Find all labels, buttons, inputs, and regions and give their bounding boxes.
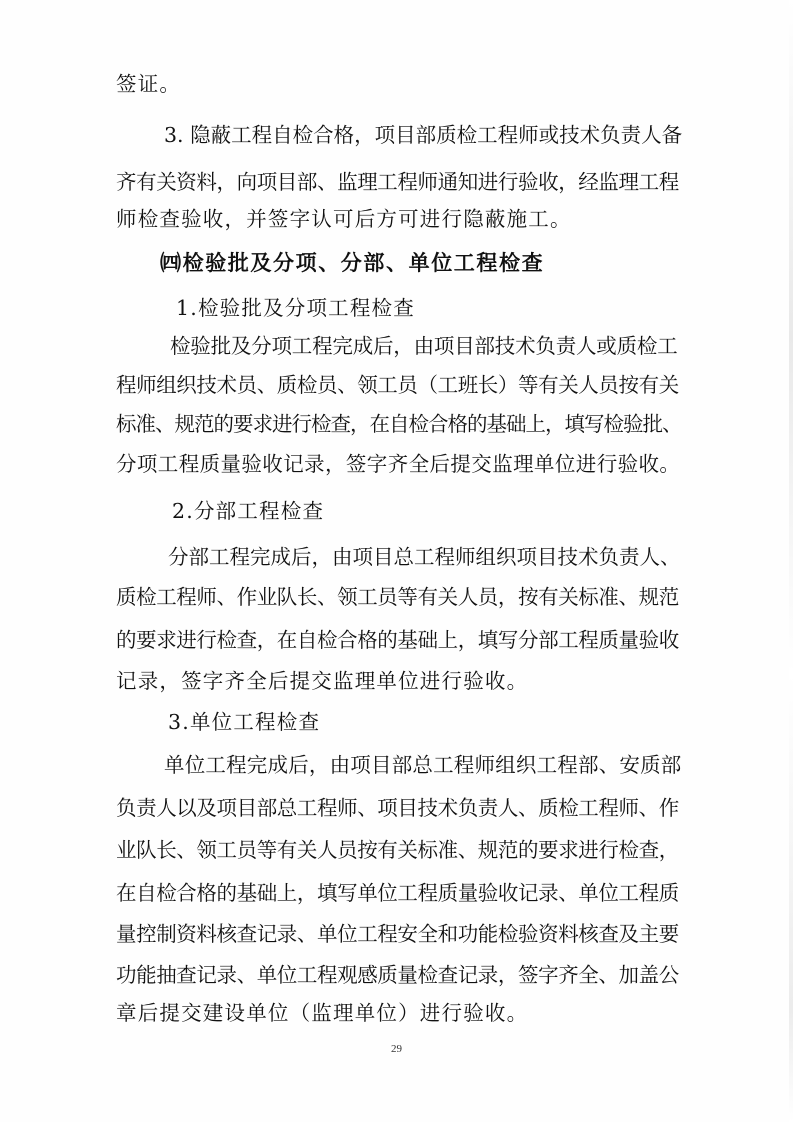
line-12: 分部工程完成后，由项目总工程师组织项目技术负责人、 — [168, 545, 681, 569]
line-23: 章后提交建设单位（监理单位）进行验收。 — [116, 1001, 529, 1025]
line-4: 师检查验收，并签字认可后方可进行隐蔽施工。 — [116, 207, 572, 231]
line-3: 齐有关资料，向项目部、监理工程师通知进行验收，经监理工程 — [116, 170, 679, 194]
line-7: 检验批及分项工程完成后，由项目部技术负责人或质检工 — [170, 334, 678, 358]
subheading-3: 3.单位工程检查 — [168, 710, 321, 734]
line-18: 负责人以及项目部总工程师、项目技术负责人、质检工程师、作 — [116, 796, 679, 820]
line-14: 的要求进行检查，在自检合格的基础上，填写分部工程质量验收 — [116, 628, 679, 652]
subheading-1: 1.检验批及分项工程检查 — [176, 296, 415, 320]
section-heading: ㈣检验批及分项、分部、单位工程检查 — [160, 250, 545, 275]
line-13: 质检工程师、作业队长、领工员等有关人员，按有关标准、规范 — [116, 585, 679, 609]
page-number: 29 — [391, 1043, 402, 1055]
subheading-2: 2.分部工程检查 — [172, 499, 325, 523]
line-15: 记录，签字齐全后提交监理单位进行验收。 — [116, 669, 529, 693]
line-2: 3. 隐蔽工程自检合格，项目部质检工程师或技术负责人备 — [164, 123, 683, 147]
line-22: 功能抽查记录、单位工程观感质量检查记录，签字齐全、加盖公 — [116, 963, 679, 987]
scan-edge — [789, 0, 793, 1122]
line-17: 单位工程完成后，由项目部总工程师组织工程部、安质部 — [164, 753, 682, 777]
line-9: 标准、规范的要求进行检查，在自检合格的基础上，填写检验批、 — [116, 412, 682, 436]
line-20: 在自检合格的基础上，填写单位工程质量验收记录、单位工程质 — [116, 881, 679, 905]
line-8: 程师组织技术员、质检员、领工员（工班长）等有关人员按有关 — [116, 373, 679, 397]
line-1: 签证。 — [116, 72, 182, 96]
line-19: 业队长、领工员等有关人员按有关标准、规范的要求进行检查， — [116, 838, 679, 862]
line-21: 量控制资料核查记录、单位工程安全和功能检验资料核查及主要 — [116, 922, 679, 946]
line-10: 分项工程质量验收记录，签字齐全后提交监理单位进行验收。 — [116, 452, 681, 476]
